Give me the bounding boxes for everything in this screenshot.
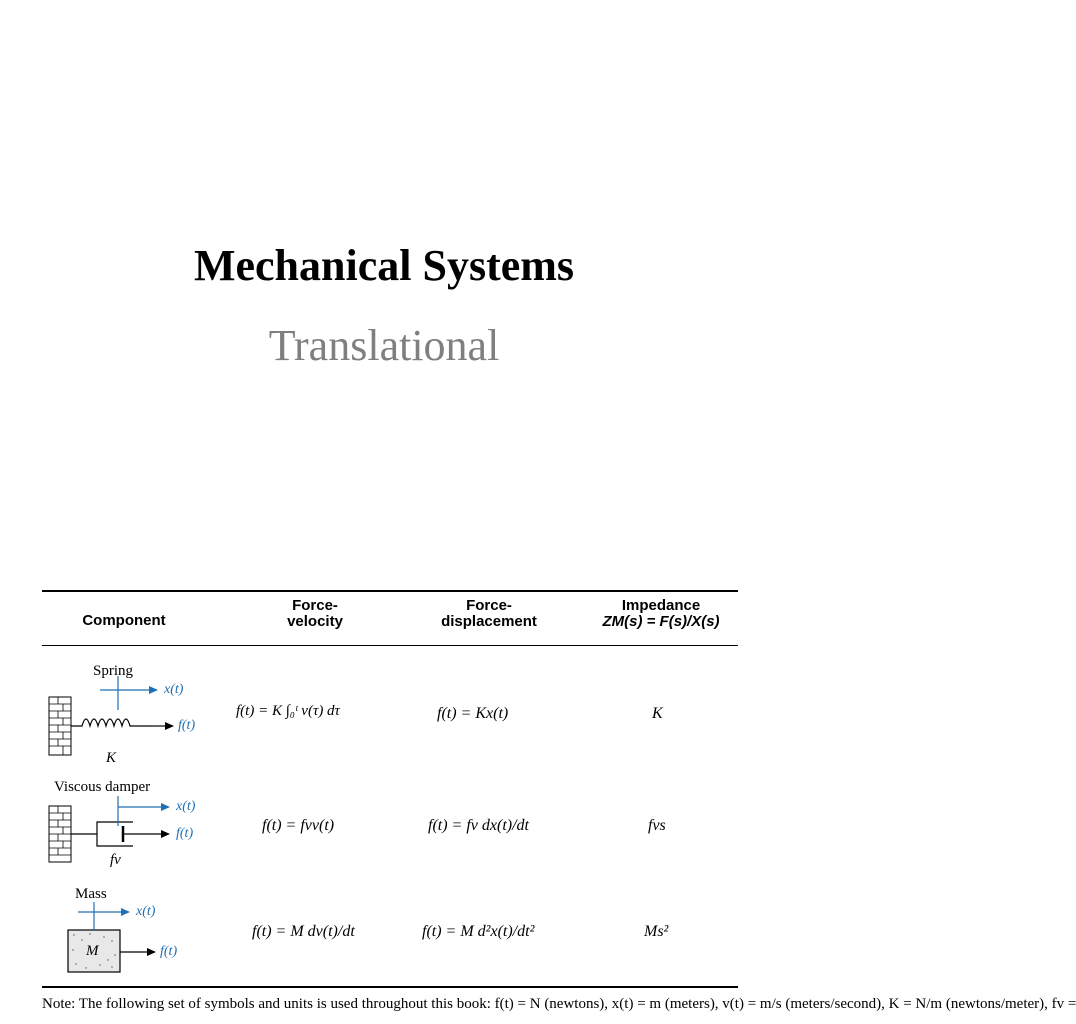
spring-impedance: K — [652, 705, 663, 722]
spring-diagram — [49, 676, 174, 755]
header-force-velocity-line1: Force- — [292, 597, 338, 614]
spring-param: K — [106, 750, 117, 766]
mass-force-velocity: f(t) = M dv(t)/dt — [252, 923, 355, 940]
spring-f-label: f(t) — [178, 718, 196, 733]
spring-label: Spring — [93, 663, 134, 679]
header-force-velocity-line2: velocity — [287, 613, 343, 630]
table-note: Note: The following set of symbols and units is used throughout this book: f(t) = N (newtons), x(t) = m (meters), v(t) = m/s (meters/second), K = N/m (newtons/meter), fv = — [42, 996, 1076, 1012]
damper-param: fv — [110, 852, 121, 868]
mass-impedance: Ms² — [644, 923, 669, 940]
damper-impedance: fvs — [648, 817, 666, 834]
header-impedance-line1: Impedance — [621, 597, 701, 614]
spring-coil — [71, 719, 152, 726]
damper-force-displacement: f(t) = fv dx(t)/dt — [428, 817, 529, 834]
damper-f-label: f(t) — [176, 826, 194, 841]
mass-x-label: x(t) — [136, 904, 156, 919]
damper-label: Viscous damper — [54, 779, 151, 795]
mass-f-label: f(t) — [160, 944, 178, 959]
spring-x-label: x(t) — [164, 682, 184, 697]
slide-subtitle: Translational — [268, 321, 500, 370]
header-impedance-line2: ZM(s) = F(s)/X(s) — [602, 613, 720, 630]
slide-title: Mechanical Systems — [193, 241, 575, 290]
spring-force-velocity: f(t) = K ∫₀ᵗ v(τ) dτ — [236, 703, 340, 719]
mass-param: M — [86, 943, 99, 959]
damper-x-label: x(t) — [176, 799, 196, 814]
header-force-displacement-line2: displacement — [441, 613, 537, 630]
header-component: Component — [82, 612, 166, 629]
mass-force-displacement: f(t) = M d²x(t)/dt² — [422, 923, 535, 940]
spring-force-displacement: f(t) = Kx(t) — [437, 705, 509, 722]
mass-label: Mass — [75, 886, 107, 902]
header-force-displacement-line1: Force- — [466, 597, 512, 614]
damper-force-velocity: f(t) = fvv(t) — [262, 817, 335, 834]
